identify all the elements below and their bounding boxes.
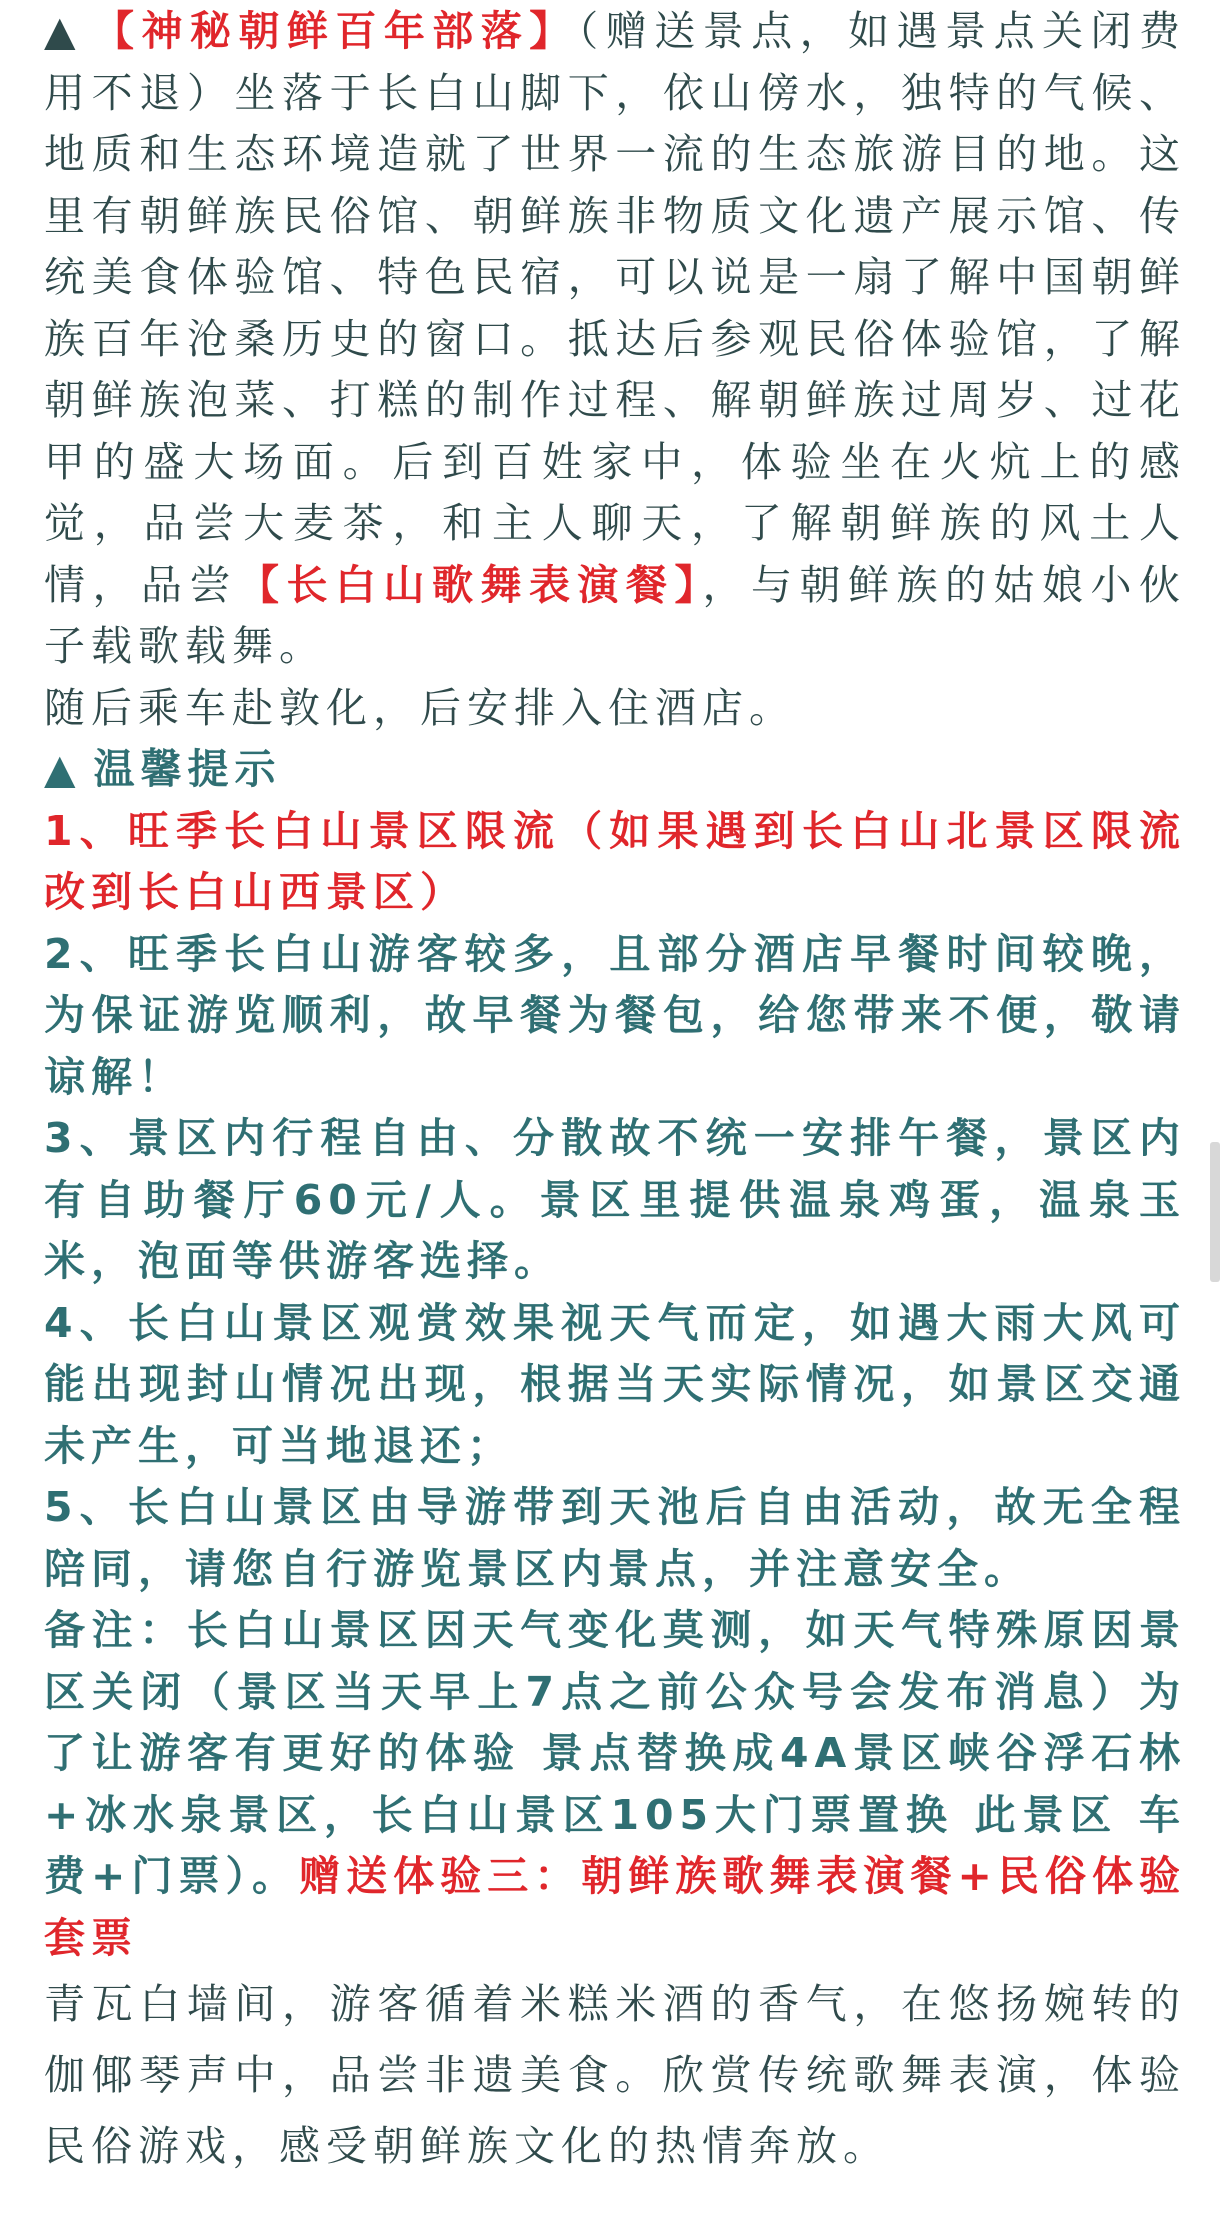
intro-paragraph [44, 0, 1186, 678]
final-paragraph: 青瓦白墙间，游客循着米糕米酒的香气，在悠扬婉转的伽倻琴声中，品尝非遗美食。欣赏传统歌舞表演，体验民俗游戏，感受朝鲜族文化的热情奔放。 [44, 1980, 1186, 2170]
intro-title: 【神秘朝鲜百年部落】 [93, 7, 578, 55]
tip-item-2: 2、旺季长白山游客较多，且部分酒店早餐时间较晚，为保证游览顺利，故早餐为餐包，给您带来不便，敬请谅解！ [44, 929, 1186, 1101]
intro-body-2: ，与朝鲜族的姑娘小伙子载歌载舞。 [44, 560, 1186, 670]
tip-item-1: 1、旺季长白山景区限流（如果遇到长白山北景区限流改到长白山西景区） [44, 806, 1186, 916]
tip-item-3: 3、景区内行程自由、分散故不统一安排午餐，景区内有自助餐厅60元/人。景区里提供温泉鸡蛋，温泉玉米，泡面等供游客选择。 [44, 1114, 1186, 1285]
tips-heading [44, 739, 1186, 801]
note-text: 备注：长白山景区因天气变化莫测，如天气特殊原因景区关闭（景区当天早上7点之前公众号会发布消息）为了让游客有更好的体验 景点替换成4A景区峡谷浮石林+冰水泉景区，长白山景区105大门票置换 此景区 车费+门票）。 [44, 1606, 1186, 1900]
triangle-bullet-icon: ▲ [44, 745, 82, 793]
after-text: 随后乘车赴敦化，后安排入住酒店。 [44, 683, 796, 732]
note-paragraph [44, 1600, 1186, 1969]
tip-item-4: 4、长白山景区观赏效果视天气而定，如遇大雨大风可能出现封山情况出现，根据当天实际情况，如景区交通未产生，可当地退还； [44, 1298, 1186, 1470]
intro-body-1: （赠送景点，如遇景点关闭费用不退）坐落于长白山脚下，依山傍水，独特的气候、地质和生态环境造就了世界一流的生态旅游目的地。这里有朝鲜族民俗馆、朝鲜族非物质文化遗产展示馆、传统美食体验馆、特色民宿，可以说是一扇了解中国朝鲜族百年沧桑历史的窗口。抵达后参观民俗体验馆，了解朝鲜族泡菜、打糕的制作过程、解朝鲜族过周岁、过花甲的盛大场面。后到百姓家中，体验坐在火炕上的感觉，品尝大麦茶，和主人聊天，了解朝鲜族的风土人情，品尝 [44, 7, 1187, 609]
gift-highlight: 赠送体验三：朝鲜族歌舞表演餐+民俗体验套票 [44, 1852, 1187, 1962]
tip-item-5: 5、长白山景区由导游带到天池后自由活动，故无全程陪同，请您自行游览景区内景点，并注意安全。 [44, 1483, 1186, 1593]
meal-highlight: 【长白山歌舞表演餐】 [238, 560, 703, 609]
scrollbar-thumb[interactable] [1210, 1142, 1220, 1282]
article-content [44, 0, 1186, 2182]
triangle-bullet-icon: ▲ [44, 7, 84, 55]
tips-heading-label: 温馨提示 [93, 745, 282, 793]
